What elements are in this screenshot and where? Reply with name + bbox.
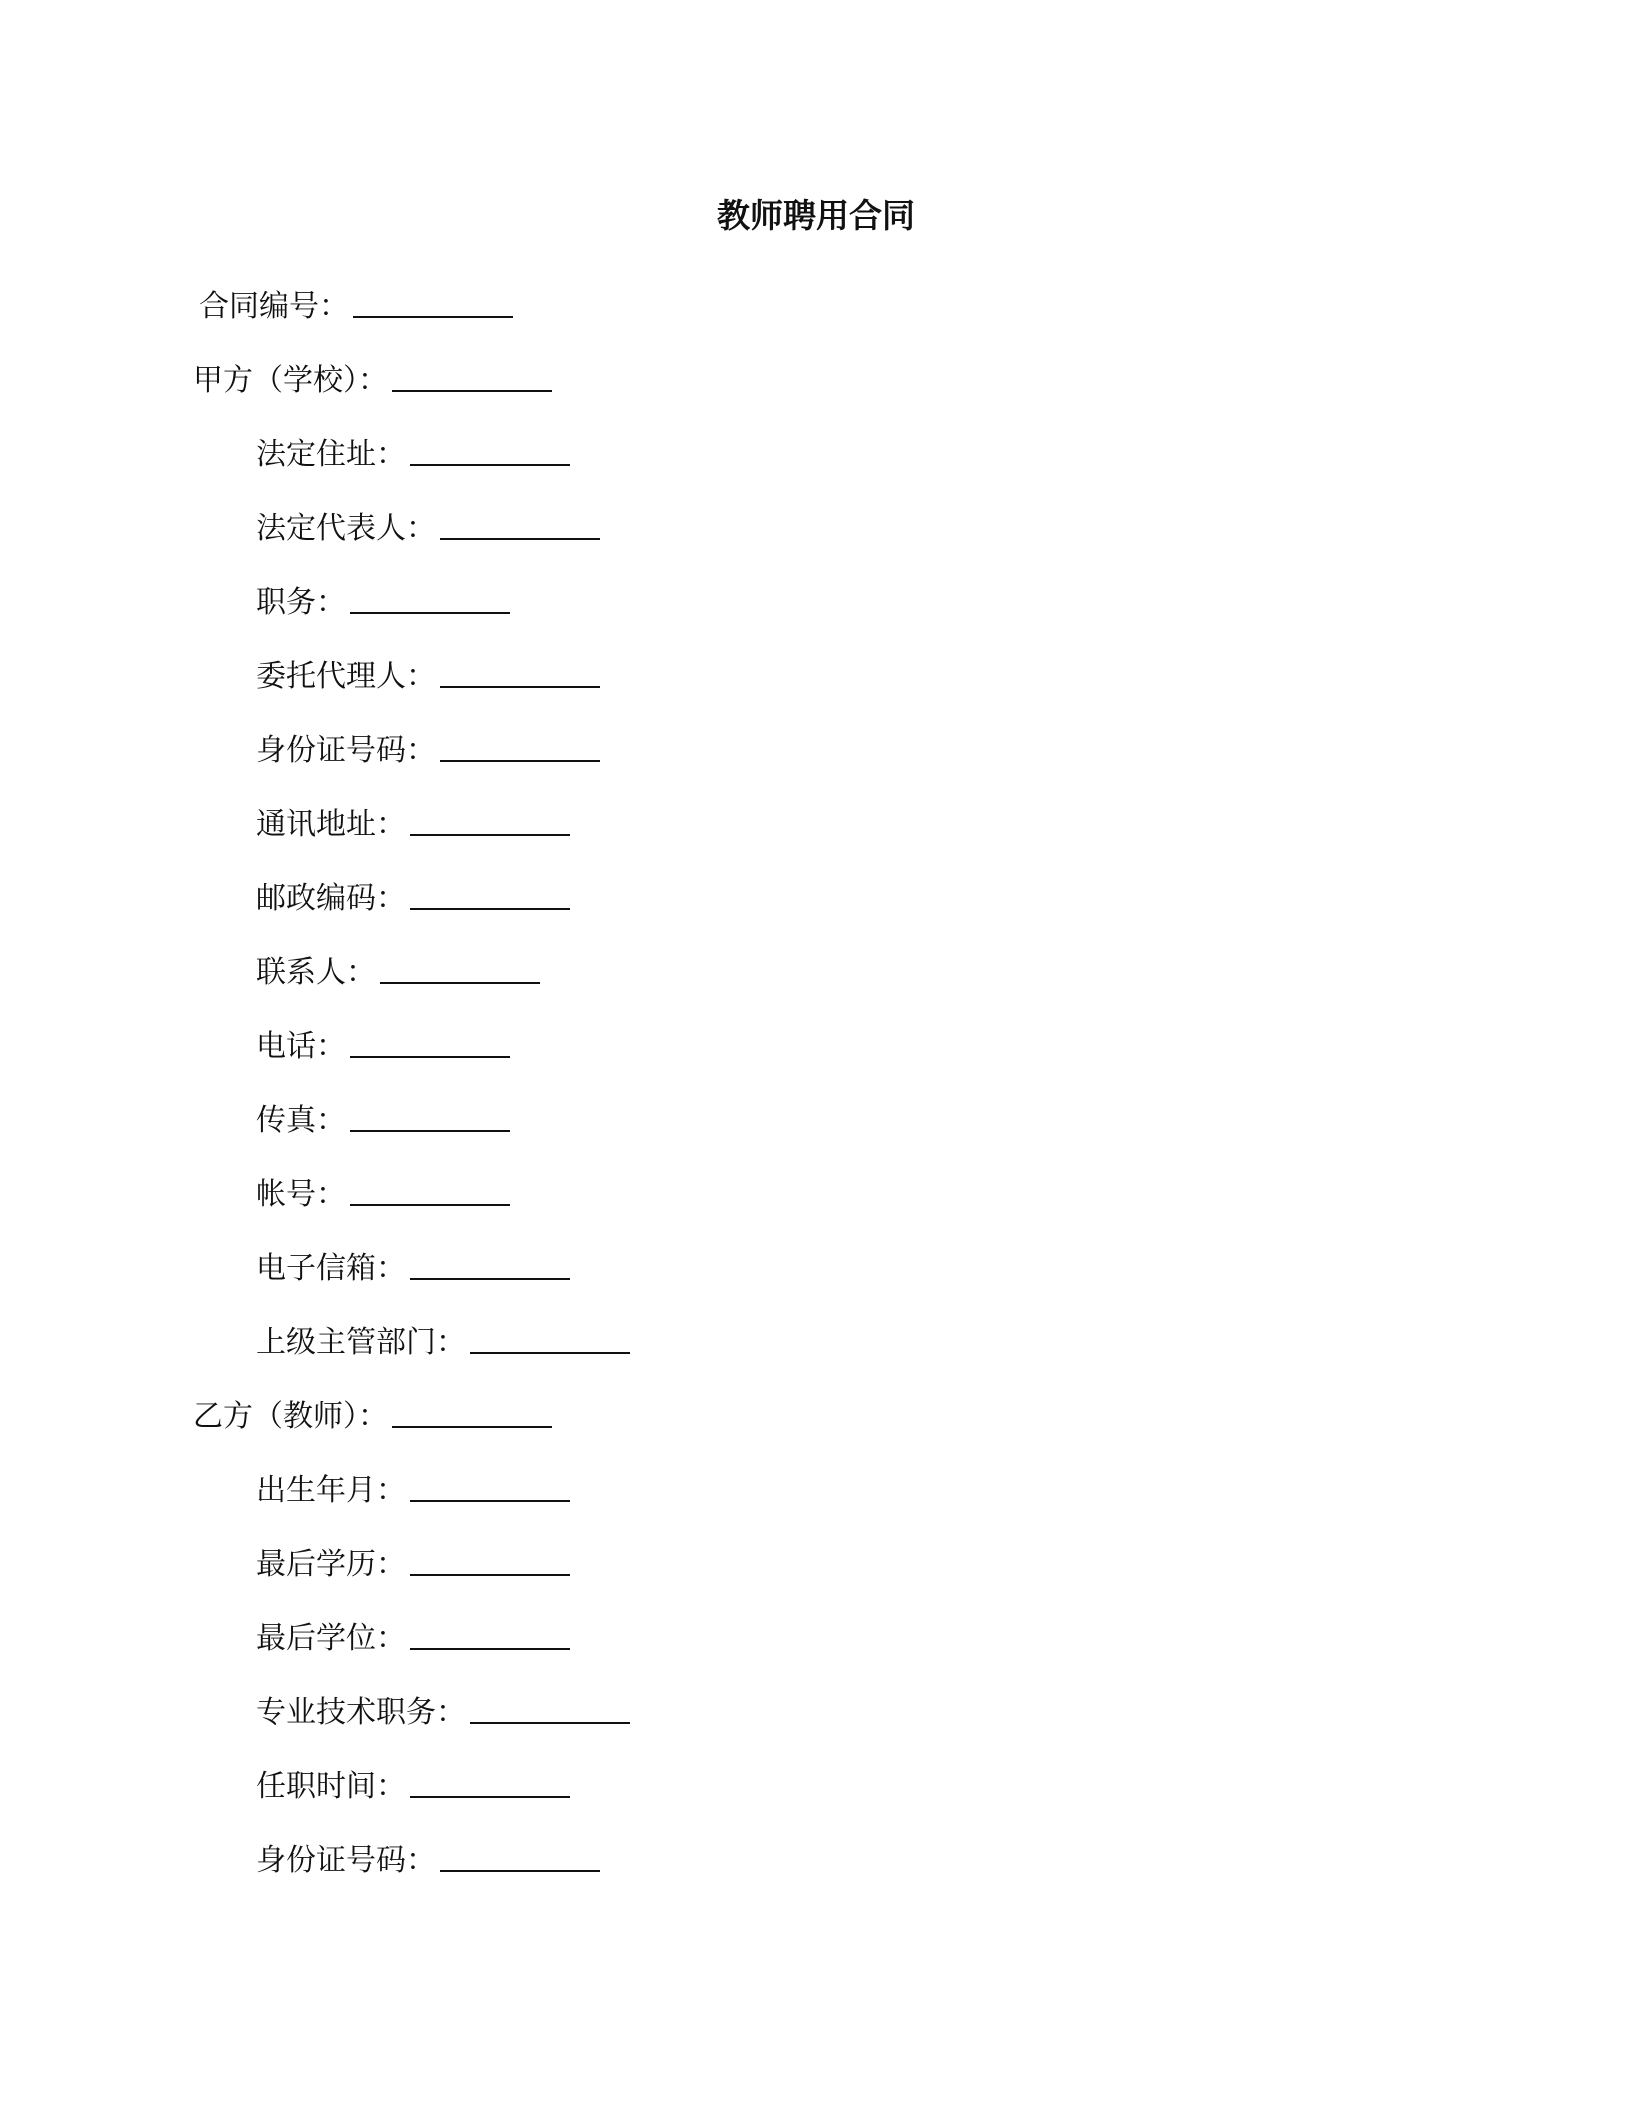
field-row-degree	[0, 1598, 1632, 1672]
field-label: 上级主管部门：	[256, 1325, 466, 1360]
blank-line[interactable]	[410, 1246, 570, 1280]
field-row-legal-address	[0, 414, 1632, 488]
field-label: 合同编号：	[199, 289, 349, 324]
blank-line[interactable]	[440, 728, 600, 762]
blank-line[interactable]	[410, 1616, 570, 1650]
field-label: 身份证号码：	[256, 733, 436, 768]
blank-line[interactable]	[440, 506, 600, 540]
blank-line[interactable]	[350, 1098, 510, 1132]
field-label: 身份证号码：	[256, 1843, 436, 1878]
field-label: 最后学位：	[256, 1621, 406, 1656]
blank-line[interactable]	[380, 950, 540, 984]
field-row-party-a	[0, 340, 1632, 414]
blank-line[interactable]	[410, 802, 570, 836]
field-label: 甲方（学校）：	[193, 363, 388, 398]
field-row-mailing-address	[0, 784, 1632, 858]
field-label: 出生年月：	[256, 1473, 406, 1508]
field-label: 专业技术职务：	[256, 1695, 466, 1730]
field-label: 电话：	[256, 1029, 346, 1064]
blank-line[interactable]	[350, 580, 510, 614]
field-row-id-number-a	[0, 710, 1632, 784]
field-label: 电子信箱：	[256, 1251, 406, 1286]
field-row-phone	[0, 1006, 1632, 1080]
blank-line[interactable]	[350, 1172, 510, 1206]
field-label: 委托代理人：	[256, 659, 436, 694]
field-row-supervising-department	[0, 1302, 1632, 1376]
field-row-legal-representative	[0, 488, 1632, 562]
field-row-fax	[0, 1080, 1632, 1154]
field-row-appointment-time	[0, 1746, 1632, 1820]
blank-line[interactable]	[440, 654, 600, 688]
field-row-contract-number	[0, 266, 1632, 340]
field-label: 邮政编码：	[256, 881, 406, 916]
blank-line[interactable]	[410, 1468, 570, 1502]
field-row-id-number-b	[0, 1820, 1632, 1894]
blank-line[interactable]	[353, 284, 513, 318]
field-label: 帐号：	[256, 1177, 346, 1212]
field-row-birth-date	[0, 1450, 1632, 1524]
field-label: 法定住址：	[256, 437, 406, 472]
document-title: 教师聘用合同	[717, 196, 915, 235]
field-label: 任职时间：	[256, 1769, 406, 1804]
field-row-email	[0, 1228, 1632, 1302]
blank-line[interactable]	[470, 1320, 630, 1354]
field-row-authorized-agent	[0, 636, 1632, 710]
field-row-party-b	[0, 1376, 1632, 1450]
form-fields	[0, 266, 1632, 1894]
blank-line[interactable]	[440, 1838, 600, 1872]
field-label: 职务：	[256, 585, 346, 620]
field-label: 传真：	[256, 1103, 346, 1138]
blank-line[interactable]	[470, 1690, 630, 1724]
blank-line[interactable]	[392, 358, 552, 392]
field-row-account	[0, 1154, 1632, 1228]
field-label: 通讯地址：	[256, 807, 406, 842]
field-row-contact-person	[0, 932, 1632, 1006]
field-row-professional-title	[0, 1672, 1632, 1746]
blank-line[interactable]	[410, 1542, 570, 1576]
field-row-position	[0, 562, 1632, 636]
field-label: 最后学历：	[256, 1547, 406, 1582]
field-row-education	[0, 1524, 1632, 1598]
field-label: 法定代表人：	[256, 511, 436, 546]
field-label: 联系人：	[256, 955, 376, 990]
blank-line[interactable]	[410, 876, 570, 910]
blank-line[interactable]	[410, 432, 570, 466]
blank-line[interactable]	[410, 1764, 570, 1798]
field-label: 乙方（教师）：	[193, 1399, 388, 1434]
field-row-postal-code	[0, 858, 1632, 932]
blank-line[interactable]	[392, 1394, 552, 1428]
blank-line[interactable]	[350, 1024, 510, 1058]
